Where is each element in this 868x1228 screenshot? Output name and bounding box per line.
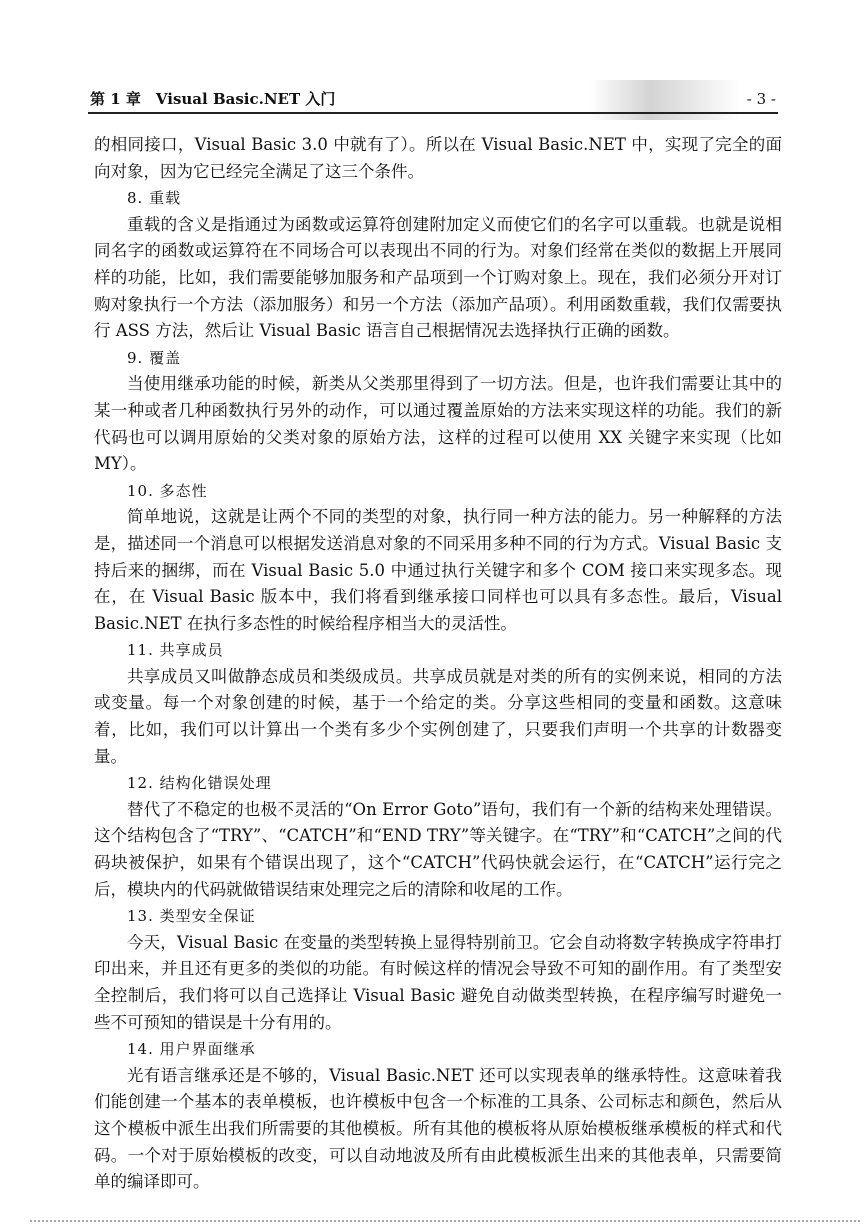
- header-rule: [88, 112, 778, 114]
- paragraph: 简单地说，这就是让两个不同的类型的对象，执行同一种方法的能力。另一种解释的方法是，描述同一个消息可以根据发送消息对象的不同采用多种不同的行为方式。Visual Basic 支持后来的捆绑，而在 Visual Basic 5.0 中通过执行关键字和多个 COM 接口来实现多态。现在，在 Visual Basic 版本中，我们将看到继承接口同样也可以具有多态性。最后，Visual Basic.NET 在执行多态性的时候给程序相当大的灵活性。: [94, 507, 782, 633]
- paragraph: 重载的含义是指通过为函数或运算符创建附加定义而使它们的名字可以重载。也就是说相同名字的函数或运算符在不同场合可以表现出不同的行为。对象们经常在类似的数据上开展同样的功能，比如，我们需要能够加服务和产品项到一个订购对象上。现在，我们必须分开对订购对象执行一个方法（添加服务）和另一个方法（添加产品项）。利用函数重载，我们仅需要执行 ASS 方法，然后让 Visual Basic 语言自己根据情况去选择执行正确的函数。: [94, 214, 782, 341]
- section-heading: 10. 多态性: [127, 481, 208, 500]
- scan-edge-noise: [30, 1214, 860, 1222]
- paragraph: 的相同接口，Visual Basic 3.0 中就有了）。所以在 Visual Basic.NET 中，实现了完全的面向对象，因为它已经完全满足了这三个条件。: [94, 135, 782, 181]
- paragraph: 光有语言继承还是不够的，Visual Basic.NET 还可以实现表单的继承特性。这意味着我们能创建一个基本的表单模板，也许模板中包含一个标准的工具条、公司标志和颜色，然后从这个模板中派生出我们所需要的其他模板。所有其他的模板将从原始模板继承模板的样式和代码。一个对于原始模板的改变，可以自动地波及所有由此模板派生出来的其他表单，只需要简单的编译即可。: [94, 1065, 782, 1192]
- section-heading: 8. 重载: [127, 189, 182, 208]
- section-heading: 11. 共享成员: [127, 641, 224, 660]
- section-heading: 12. 结构化错误处理: [127, 774, 272, 793]
- section-heading: 14. 用户界面继承: [127, 1040, 256, 1059]
- page-number: - 3 -: [746, 90, 776, 108]
- paragraph: 替代了不稳定的也极不灵活的“On Error Goto”语句，我们有一个新的结构来处理错误。这个结构包含了“TRY”、“CATCH”和“END TRY”等关键字。在“TRY”和“CATCH”之间的代码块被保护，如果有个错误出现了，这个“CATCH”代码快就会运行，在“CATCH”运行完之后，模块内的代码就做错误结束处理完之后的清除和收尾的工作。: [94, 799, 782, 899]
- running-header: [90, 88, 776, 110]
- page-body: [94, 132, 782, 1196]
- paragraph: 今天，Visual Basic 在变量的类型转换上显得特别前卫。它会自动将数字转换成字符串打印出来，并且还有更多的类似的功能。有时候这样的情况会导致不可知的副作用。有了类型安全控制后，我们将可以自己选择让 Visual Basic 避免自动做类型转换，在程序编写时避免一些不可预知的错误是十分有用的。: [94, 932, 782, 1032]
- section-heading: 13. 类型安全保证: [127, 907, 256, 926]
- section-heading: 9. 覆盖: [127, 348, 182, 367]
- chapter-title: 第 1 章 Visual Basic.NET 入门: [90, 90, 336, 108]
- paragraph: 当使用继承功能的时候，新类从父类那里得到了一切方法。但是，也许我们需要让其中的某一种或者几种函数执行另外的动作，可以通过覆盖原始的方法来实现这样的功能。我们的新代码也可以调用原始的父类对象的原始方法，这样的过程可以使用 XX 关键字来实现（比如 MY）。: [94, 374, 782, 474]
- paragraph: 共享成员又叫做静态成员和类级成员。共享成员就是对类的所有的实例来说，相同的方法或变量。每一个对象创建的时候，基于一个给定的类。分享这些相同的变量和函数。这意味着，比如，我们可以计算出一个类有多少个实例创建了，只要我们声明一个共享的计数器变量。: [94, 666, 782, 766]
